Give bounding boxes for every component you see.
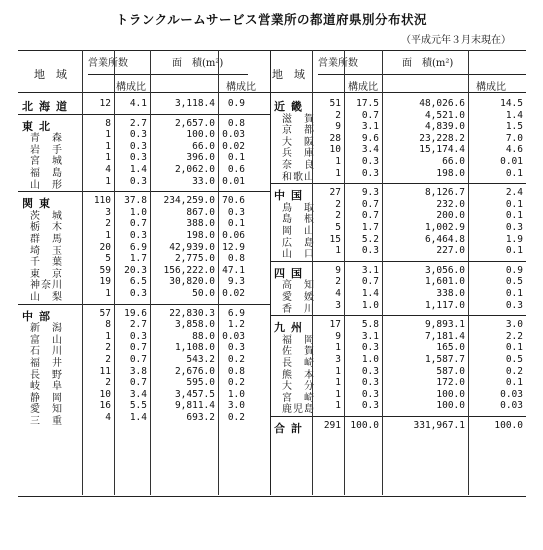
area-share: 0.03 xyxy=(500,400,523,412)
area-share: 0.9 xyxy=(505,264,523,276)
area-value: 100.0 xyxy=(186,129,215,141)
region-name: 青 森 xyxy=(30,133,63,145)
area-share: 0.1 xyxy=(505,245,523,257)
office-count: 20 xyxy=(99,241,111,253)
office-count: 2 xyxy=(105,377,111,389)
area-share: 0.1 xyxy=(227,152,245,164)
region-name: 高 知 xyxy=(282,280,315,292)
area-value: 1,002.9 xyxy=(424,222,465,233)
region-name: 島 根 xyxy=(282,214,315,226)
region-divider xyxy=(270,261,526,262)
office-count: 11 xyxy=(99,365,111,377)
area-share: 1.0 xyxy=(227,388,245,400)
office-count: 15 xyxy=(329,233,341,245)
office-share: 37.8 xyxy=(124,195,147,207)
office-share: 1.0 xyxy=(361,299,379,311)
region-name: 神奈川 xyxy=(30,280,63,292)
office-share: 0.7 xyxy=(129,218,147,230)
right-col-rule-2 xyxy=(344,50,345,495)
office-share: 1.0 xyxy=(129,206,147,218)
region-name: 千 葉 xyxy=(30,257,63,269)
as-of-date: （平成元年３月末現在） xyxy=(401,35,511,46)
table-title: トランクルームサービス営業所の都道府県別分布状況 xyxy=(115,12,428,27)
office-count: 1 xyxy=(105,230,111,241)
office-count: 1 xyxy=(335,167,341,179)
office-count: 5 xyxy=(105,253,111,265)
area-share: 0.01 xyxy=(222,175,245,187)
left-col-rule-3 xyxy=(150,50,151,495)
area-share: 1.2 xyxy=(227,319,245,331)
office-share: 0.7 xyxy=(129,377,147,389)
region-name: 東北 xyxy=(22,119,56,133)
region-name: 北海道 xyxy=(22,100,73,113)
office-count: 4 xyxy=(105,164,111,175)
region-name: 熊 本 xyxy=(282,369,315,381)
area-share: 0.02 xyxy=(222,288,245,299)
area-value: 2,062.0 xyxy=(174,164,215,175)
area-share: 0.02 xyxy=(222,140,245,152)
region-name: 中部 xyxy=(22,309,56,323)
office-share: 0.3 xyxy=(361,156,379,167)
area-share: 0.1 xyxy=(505,167,523,179)
office-share: 17.5 xyxy=(356,98,379,109)
area-share: 6.9 xyxy=(227,307,245,319)
office-count: 9 xyxy=(335,121,341,133)
office-count: 3 xyxy=(335,354,341,365)
office-count: 1 xyxy=(335,156,341,167)
office-share: 19.6 xyxy=(124,307,147,319)
area-value: 42,939.0 xyxy=(169,241,215,253)
office-share: 1.7 xyxy=(129,253,147,265)
area-value: 7,181.4 xyxy=(424,330,465,342)
office-share: 1.4 xyxy=(129,412,147,423)
office-share: 6.9 xyxy=(129,241,147,253)
office-count: 2 xyxy=(105,354,111,365)
region-name: 鳥 取 xyxy=(282,202,315,214)
area-share: 0.03 xyxy=(500,388,523,400)
right-col-rule-4 xyxy=(468,50,469,495)
area-share: 0.8 xyxy=(227,117,245,129)
office-share: 2.7 xyxy=(129,319,147,331)
area-share: 0.2 xyxy=(227,412,245,423)
office-count: 2 xyxy=(335,210,341,222)
area-share: 0.3 xyxy=(227,342,245,354)
area-share: 0.1 xyxy=(505,198,523,210)
area-value: 232.0 xyxy=(436,198,465,210)
region-name: 静 岡 xyxy=(30,392,63,404)
area-share: 70.6 xyxy=(222,195,245,207)
area-share: 0.1 xyxy=(227,218,245,230)
office-count: 5 xyxy=(335,222,341,233)
header-bottom-rule xyxy=(18,92,526,93)
region-divider xyxy=(270,416,526,417)
office-count: 27 xyxy=(329,187,341,199)
area-share: 0.01 xyxy=(500,156,523,167)
area-value: 9,811.4 xyxy=(174,400,215,412)
area-share: 0.1 xyxy=(505,377,523,389)
office-share: 3.1 xyxy=(361,264,379,276)
area-value: 30,820.0 xyxy=(169,276,215,288)
right-area-header: 面 積(m²) xyxy=(402,58,454,69)
right-region-header: 地 域 xyxy=(272,68,305,81)
region-name: 新 潟 xyxy=(30,323,63,335)
office-count: 51 xyxy=(329,98,341,109)
area-value: 3,858.0 xyxy=(174,319,215,331)
region-name: 鹿児島 xyxy=(282,404,315,416)
area-share: 1.4 xyxy=(505,109,523,121)
office-share: 3.4 xyxy=(361,144,379,156)
region-name: 佐 賀 xyxy=(282,346,315,358)
office-count: 1 xyxy=(335,342,341,354)
area-value: 587.0 xyxy=(436,365,465,377)
office-share: 1.7 xyxy=(361,222,379,233)
right-area-share-header: 構成比 xyxy=(476,82,506,93)
office-count: 57 xyxy=(99,307,111,319)
office-count: 1 xyxy=(105,140,111,152)
area-value: 2,676.0 xyxy=(174,365,215,377)
area-share: 0.9 xyxy=(227,98,245,109)
office-share: 100.0 xyxy=(350,420,379,431)
region-name: 福 島 xyxy=(30,168,63,179)
region-name: 広 島 xyxy=(282,237,315,249)
area-value: 198.0 xyxy=(186,230,215,241)
region-name: 埼 玉 xyxy=(30,245,63,257)
area-share: 0.8 xyxy=(227,365,245,377)
right-col-rule-1 xyxy=(312,50,313,495)
office-share: 3.1 xyxy=(361,330,379,342)
area-share: 0.8 xyxy=(227,253,245,265)
office-share: 0.7 xyxy=(361,210,379,222)
area-share: 0.3 xyxy=(505,299,523,311)
area-value: 3,118.4 xyxy=(174,98,215,109)
area-value: 331,967.1 xyxy=(413,420,465,431)
area-value: 693.2 xyxy=(186,412,215,423)
area-value: 9,893.1 xyxy=(424,319,465,331)
office-count: 3 xyxy=(335,299,341,311)
left-col-rule-2 xyxy=(114,50,115,495)
region-name: 岐 阜 xyxy=(30,381,63,393)
region-name: 山 口 xyxy=(282,249,315,261)
area-share: 12.9 xyxy=(222,241,245,253)
office-count: 1 xyxy=(105,129,111,141)
region-name: 岡 山 xyxy=(282,226,315,237)
office-count: 9 xyxy=(335,330,341,342)
area-value: 543.2 xyxy=(186,354,215,365)
area-share: 9.3 xyxy=(227,276,245,288)
office-share: 20.3 xyxy=(124,264,147,276)
office-count: 2 xyxy=(335,109,341,121)
office-count: 2 xyxy=(105,218,111,230)
area-value: 156,222.0 xyxy=(163,264,215,276)
area-value: 595.0 xyxy=(186,377,215,389)
office-count: 59 xyxy=(99,264,111,276)
right-col-rule-3 xyxy=(382,50,383,495)
office-count: 3 xyxy=(105,206,111,218)
area-share: 14.5 xyxy=(500,98,523,109)
left-col-rule-1 xyxy=(82,50,83,495)
office-count: 291 xyxy=(323,420,341,431)
office-share: 3.1 xyxy=(361,121,379,133)
left-area-share-header: 構成比 xyxy=(226,82,256,93)
left-area-header: 面 積(m²) xyxy=(172,58,224,69)
office-share: 0.7 xyxy=(361,109,379,121)
office-share: 0.3 xyxy=(361,377,379,389)
left-region-header: 地 域 xyxy=(34,68,67,81)
region-name: 合計 xyxy=(274,422,308,435)
area-value: 100.0 xyxy=(436,400,465,412)
office-share: 0.3 xyxy=(129,140,147,152)
left-subheader-rule xyxy=(88,74,248,75)
office-count: 28 xyxy=(329,132,341,144)
area-value: 50.0 xyxy=(192,288,215,299)
area-value: 234,259.0 xyxy=(163,195,215,207)
area-value: 198.0 xyxy=(436,167,465,179)
office-share: 1.0 xyxy=(361,354,379,365)
area-value: 6,464.8 xyxy=(424,233,465,245)
region-name: 茨 城 xyxy=(30,210,63,222)
area-value: 1,587.7 xyxy=(424,354,465,365)
area-share: 47.1 xyxy=(222,264,245,276)
area-value: 88.0 xyxy=(192,330,215,342)
office-count: 8 xyxy=(105,117,111,129)
region-name: 宮 崎 xyxy=(282,392,315,404)
office-share: 0.3 xyxy=(361,388,379,400)
office-count: 1 xyxy=(105,330,111,342)
office-count: 1 xyxy=(335,377,341,389)
area-share: 100.0 xyxy=(494,420,523,431)
region-name: 長 野 xyxy=(30,369,63,381)
region-name: 大 分 xyxy=(282,381,315,393)
office-share: 0.7 xyxy=(361,198,379,210)
office-share: 0.3 xyxy=(361,167,379,179)
area-value: 3,056.0 xyxy=(424,264,465,276)
area-share: 2.4 xyxy=(505,187,523,199)
office-count: 1 xyxy=(335,245,341,257)
office-count: 2 xyxy=(335,276,341,288)
region-name: 関東 xyxy=(22,197,56,211)
region-name: 四国 xyxy=(274,266,308,280)
office-share: 5.8 xyxy=(361,319,379,331)
office-count: 16 xyxy=(99,400,111,412)
left-offices-header: 営業所数 xyxy=(88,58,128,69)
office-count: 1 xyxy=(335,388,341,400)
area-value: 1,117.0 xyxy=(424,299,465,311)
office-count: 4 xyxy=(105,412,111,423)
office-count: 1 xyxy=(105,288,111,299)
area-value: 100.0 xyxy=(436,388,465,400)
area-share: 0.2 xyxy=(227,377,245,389)
region-name: 近畿 xyxy=(274,100,308,113)
region-name: 福 岡 xyxy=(282,334,315,346)
area-value: 172.0 xyxy=(436,377,465,389)
region-name: 富 山 xyxy=(30,334,63,346)
right-offices-share-header: 構成比 xyxy=(348,82,378,93)
area-share: 0.03 xyxy=(222,330,245,342)
office-share: 0.3 xyxy=(129,230,147,241)
area-value: 867.0 xyxy=(186,206,215,218)
area-value: 338.0 xyxy=(436,288,465,299)
area-value: 227.0 xyxy=(436,245,465,257)
area-share: 0.3 xyxy=(227,206,245,218)
region-name: 福 井 xyxy=(30,358,63,369)
region-name: 群 馬 xyxy=(30,234,63,245)
area-value: 48,026.6 xyxy=(419,98,465,109)
region-name: 東 京 xyxy=(30,268,63,280)
office-count: 1 xyxy=(105,152,111,164)
region-name: 大 阪 xyxy=(282,136,315,148)
area-share: 2.2 xyxy=(505,330,523,342)
office-count: 17 xyxy=(329,319,341,331)
office-share: 0.3 xyxy=(129,288,147,299)
office-count: 10 xyxy=(329,144,341,156)
area-value: 22,830.3 xyxy=(169,307,215,319)
region-name: 宮 城 xyxy=(30,156,63,168)
area-share: 0.06 xyxy=(222,230,245,241)
region-name: 栃 木 xyxy=(30,222,63,234)
office-share: 0.7 xyxy=(129,354,147,365)
office-share: 0.3 xyxy=(129,129,147,141)
region-name: 岩 手 xyxy=(30,144,63,156)
office-share: 0.3 xyxy=(361,365,379,377)
region-divider xyxy=(270,315,526,316)
office-share: 0.7 xyxy=(361,276,379,288)
area-share: 3.0 xyxy=(505,319,523,331)
area-value: 2,775.0 xyxy=(174,253,215,265)
right-offices-header: 営業所数 xyxy=(318,58,358,69)
office-share: 9.6 xyxy=(361,132,379,144)
area-value: 4,521.0 xyxy=(424,109,465,121)
office-count: 1 xyxy=(105,175,111,187)
office-count: 10 xyxy=(99,388,111,400)
area-share: 1.9 xyxy=(505,233,523,245)
office-share: 1.4 xyxy=(361,288,379,299)
area-value: 33.0 xyxy=(192,175,215,187)
area-value: 1,108.0 xyxy=(174,342,215,354)
office-share: 1.4 xyxy=(129,164,147,175)
office-share: 9.3 xyxy=(361,187,379,199)
area-share: 0.5 xyxy=(505,354,523,365)
area-share: 0.1 xyxy=(505,288,523,299)
region-name: 京 都 xyxy=(282,125,315,137)
office-count: 12 xyxy=(99,98,111,109)
area-value: 396.0 xyxy=(186,152,215,164)
office-count: 9 xyxy=(335,264,341,276)
office-share: 0.3 xyxy=(361,245,379,257)
region-name: 愛 媛 xyxy=(282,292,315,303)
area-value: 15,174.4 xyxy=(419,144,465,156)
office-share: 0.3 xyxy=(361,400,379,412)
office-share: 6.5 xyxy=(129,276,147,288)
office-share: 0.3 xyxy=(361,342,379,354)
left-col-rule-4 xyxy=(218,50,219,495)
area-share: 4.6 xyxy=(505,144,523,156)
office-count: 1 xyxy=(335,365,341,377)
office-share: 2.7 xyxy=(129,117,147,129)
region-name: 滋 賀 xyxy=(282,113,315,125)
office-count: 4 xyxy=(335,288,341,299)
region-name: 長 崎 xyxy=(282,358,315,369)
area-value: 66.0 xyxy=(442,156,465,167)
region-name: 香 川 xyxy=(282,303,315,315)
area-share: 0.2 xyxy=(505,365,523,377)
office-share: 3.4 xyxy=(129,388,147,400)
area-share: 0.6 xyxy=(227,164,245,175)
area-share: 0.5 xyxy=(505,276,523,288)
area-share: 3.0 xyxy=(227,400,245,412)
region-name: 九州 xyxy=(274,321,308,335)
office-share: 3.8 xyxy=(129,365,147,377)
area-value: 3,457.5 xyxy=(174,388,215,400)
area-value: 1,601.0 xyxy=(424,276,465,288)
office-count: 1 xyxy=(335,400,341,412)
left-offices-share-header: 構成比 xyxy=(116,82,146,93)
office-share: 0.3 xyxy=(129,152,147,164)
office-count: 2 xyxy=(105,342,111,354)
region-name: 和歌山 xyxy=(282,171,315,183)
area-share: 0.1 xyxy=(505,342,523,354)
area-value: 4,839.0 xyxy=(424,121,465,133)
office-share: 5.2 xyxy=(361,233,379,245)
area-value: 388.0 xyxy=(186,218,215,230)
office-share: 0.3 xyxy=(129,330,147,342)
office-share: 0.3 xyxy=(129,175,147,187)
area-share: 7.0 xyxy=(505,132,523,144)
region-name: 三 重 xyxy=(30,416,63,427)
right-subheader-rule xyxy=(318,74,526,75)
area-value: 2,657.0 xyxy=(174,117,215,129)
area-value: 23,228.2 xyxy=(419,132,465,144)
area-value: 165.0 xyxy=(436,342,465,354)
area-value: 8,126.7 xyxy=(424,187,465,199)
region-name: 中国 xyxy=(274,189,308,203)
office-share: 4.1 xyxy=(129,98,147,109)
area-value: 200.0 xyxy=(436,210,465,222)
area-share: 0.03 xyxy=(222,129,245,141)
office-count: 2 xyxy=(335,198,341,210)
region-divider xyxy=(270,183,526,184)
office-share: 5.5 xyxy=(129,400,147,412)
region-name: 山 形 xyxy=(30,179,63,191)
region-name: 奈 良 xyxy=(282,160,315,171)
office-count: 19 xyxy=(99,276,111,288)
office-count: 8 xyxy=(105,319,111,331)
area-value: 66.0 xyxy=(192,140,215,152)
region-name: 石 川 xyxy=(30,346,63,358)
area-share: 0.3 xyxy=(505,222,523,233)
office-share: 0.7 xyxy=(129,342,147,354)
region-name: 兵 庫 xyxy=(282,148,315,160)
office-count: 110 xyxy=(93,195,111,207)
region-name: 愛 知 xyxy=(30,404,63,416)
area-share: 0.1 xyxy=(505,210,523,222)
region-name: 山 梨 xyxy=(30,292,63,303)
area-share: 0.2 xyxy=(227,354,245,365)
area-share: 1.5 xyxy=(505,121,523,133)
